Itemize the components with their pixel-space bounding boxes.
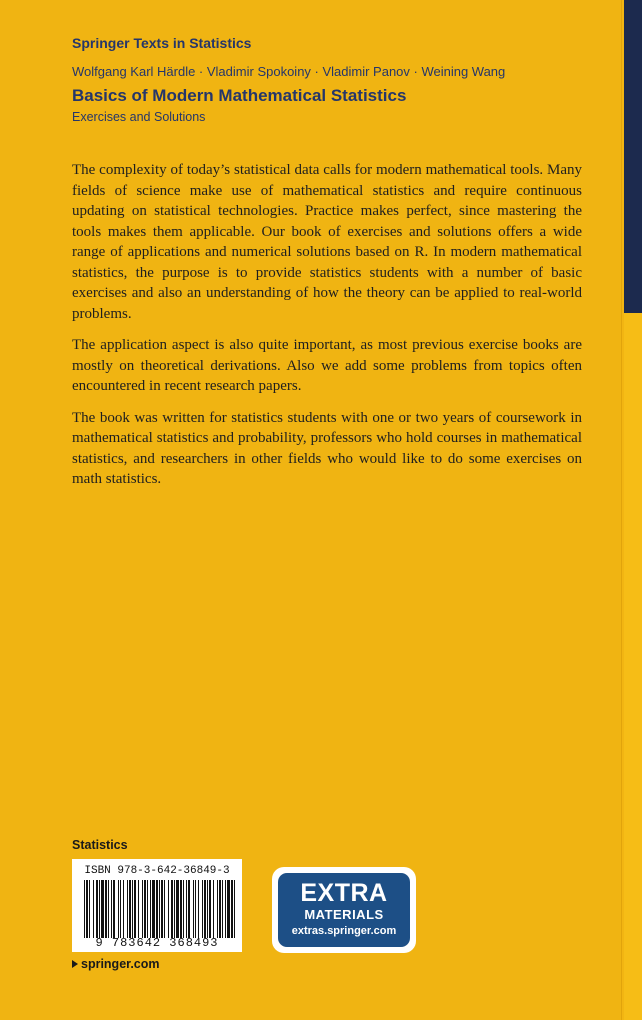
extra-label: EXTRA	[300, 879, 388, 907]
blurb-paragraph-3: The book was written for statistics students with one or two years of coursework in mathematical statistics and probability, professors who hold courses in mathematical statistics, and researchers in other fields who would like to do some exercises on math statistics.	[72, 409, 582, 487]
extra-materials-badge[interactable]	[272, 867, 416, 953]
barcode-digits: 9 783642 368493	[95, 936, 219, 950]
springer-link-label[interactable]: springer.com	[81, 957, 160, 971]
blurb-paragraph-2: The application aspect is also quite important, as most previous exercise books are mostly on theoretical derivations. Also we add some problems from topics often encountered in recent research papers.	[72, 337, 582, 394]
barcode-icon	[84, 880, 236, 938]
arrow-right-icon	[72, 960, 78, 968]
book-subtitle: Exercises and Solutions	[72, 110, 206, 124]
isbn-barcode	[72, 859, 242, 952]
extra-materials-inner	[278, 873, 410, 947]
isbn-label: ISBN 978-3-642-36849-3	[84, 865, 230, 877]
author-list: Wolfgang Karl Härdle · Vladimir Spokoiny · Vladimir Panov · Weining Wang	[72, 64, 506, 79]
series-name: Springer Texts in Statistics	[72, 35, 252, 51]
spine-light-band	[624, 313, 642, 1020]
materials-label: MATERIALS	[304, 907, 384, 922]
book-title: Basics of Modern Mathematical Statistics	[72, 86, 407, 105]
blurb-paragraph-1: The complexity of today’s statistical data calls for modern mathematical tools. Many fields of science make use of mathematical statistics and require continuous updating on statistical technologies. Practice makes perfect, since mastering the tools makes them applicable. Our book of exercises and solutions offers a wide range of applications and numerical solutions based on R. In modern mathematical statistics, the purpose is to provide statistics students with a number of basic exercises and also an understanding of how the theory can be applied to real-world problems.	[72, 162, 582, 322]
blurb-text	[72, 160, 582, 501]
subject-category: Statistics	[72, 838, 128, 852]
spine-dark-band	[624, 0, 642, 313]
extras-url[interactable]: extras.springer.com	[291, 925, 397, 937]
springer-link[interactable]	[72, 957, 160, 971]
